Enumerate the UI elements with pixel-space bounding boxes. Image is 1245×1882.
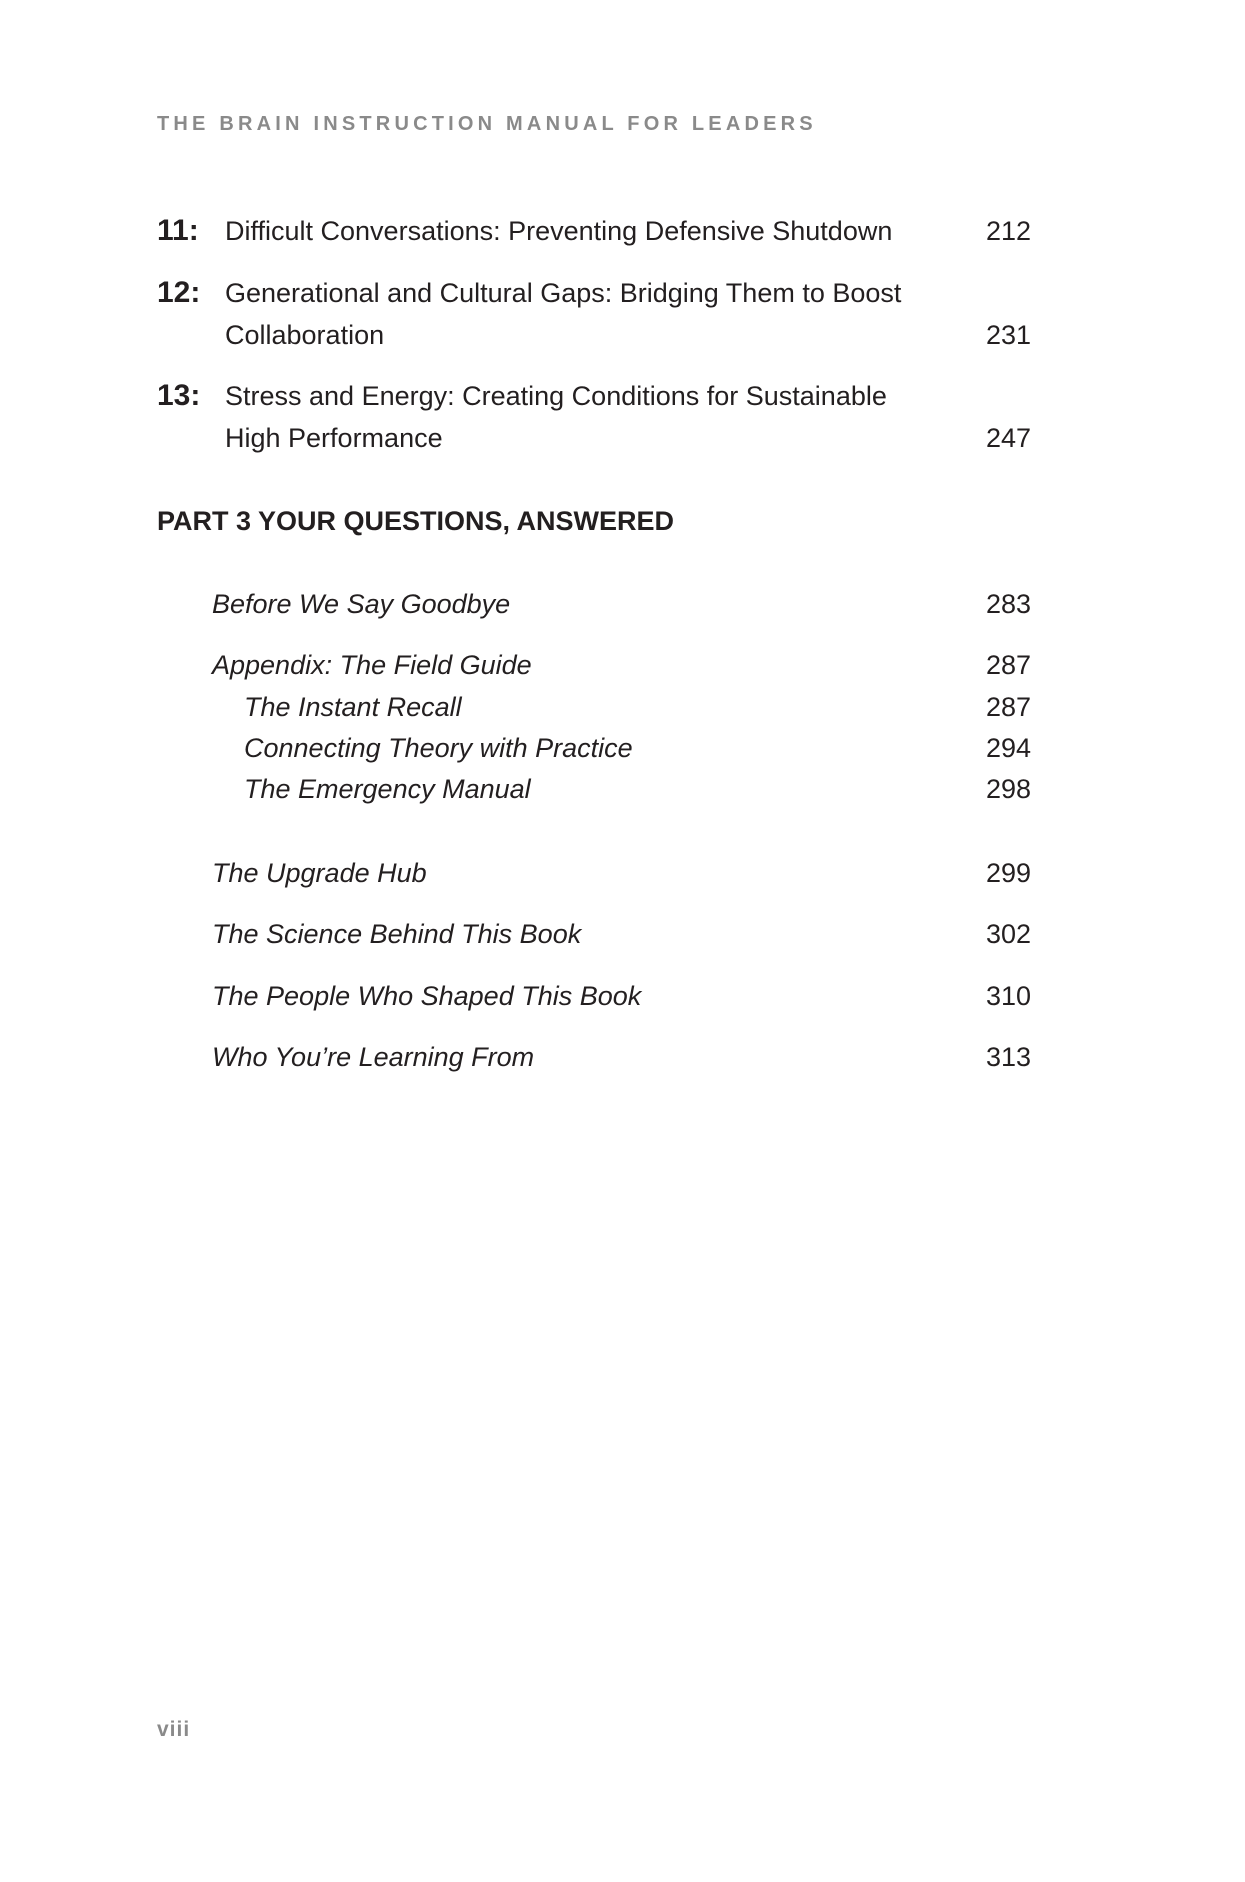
entry-label: Before We Say Goodbye [212, 589, 511, 619]
chapter-number: 12: [157, 276, 201, 309]
entry-page: 298 [985, 774, 1031, 804]
entry-label: The Instant Recall [244, 692, 462, 722]
chapter-title: Difficult Conversations: Preventing Defensive Shutdown [225, 216, 893, 246]
entry-label: The People Who Shaped This Book [212, 981, 642, 1011]
entry-page: 294 [985, 733, 1031, 763]
page-number: viii [157, 1718, 191, 1741]
toc-chapter-12[interactable] [157, 272, 1031, 356]
entry-page: 310 [985, 981, 1031, 1011]
toc-subentry[interactable] [244, 686, 1031, 728]
toc-subentry[interactable] [244, 768, 1031, 810]
entry-page: 287 [985, 650, 1031, 680]
toc-entry[interactable] [212, 644, 1031, 686]
chapter-title: Stress and Energy: Creating Conditions for Sustainable High Performance [225, 381, 887, 453]
chapter-page: 247 [985, 423, 1031, 453]
entry-label: Connecting Theory with Practice [244, 733, 633, 763]
toc-subentry[interactable] [244, 727, 1031, 769]
chapter-page: 231 [985, 320, 1031, 350]
entry-page: 313 [985, 1042, 1031, 1072]
entry-page: 302 [985, 919, 1031, 949]
toc-entry[interactable] [212, 1036, 1031, 1078]
part-heading: PART 3 YOUR QUESTIONS, ANSWERED [157, 506, 675, 536]
entry-page: 299 [985, 858, 1031, 888]
entry-label: The Emergency Manual [244, 774, 531, 804]
chapter-title: Generational and Cultural Gaps: Bridging Them to Boost Collaboration [225, 278, 902, 350]
entry-page: 283 [985, 589, 1031, 619]
entry-label: Who You’re Learning From [212, 1042, 535, 1072]
entry-label: The Upgrade Hub [212, 858, 427, 888]
entry-label: Appendix: The Field Guide [212, 650, 532, 680]
entry-page: 287 [985, 692, 1031, 722]
chapter-page: 212 [985, 216, 1031, 246]
toc-chapter-11[interactable] [157, 210, 1031, 252]
toc-entry[interactable] [212, 852, 1031, 894]
chapter-number: 13: [157, 379, 201, 412]
chapter-number: 11: [157, 214, 199, 247]
toc-entry[interactable] [212, 975, 1031, 1017]
toc-entry[interactable] [212, 913, 1031, 955]
running-head: THE BRAIN INSTRUCTION MANUAL FOR LEADERS [157, 113, 817, 135]
toc-chapter-13[interactable] [157, 375, 1031, 459]
toc-entry[interactable] [212, 583, 1031, 625]
entry-label: The Science Behind This Book [212, 919, 582, 949]
